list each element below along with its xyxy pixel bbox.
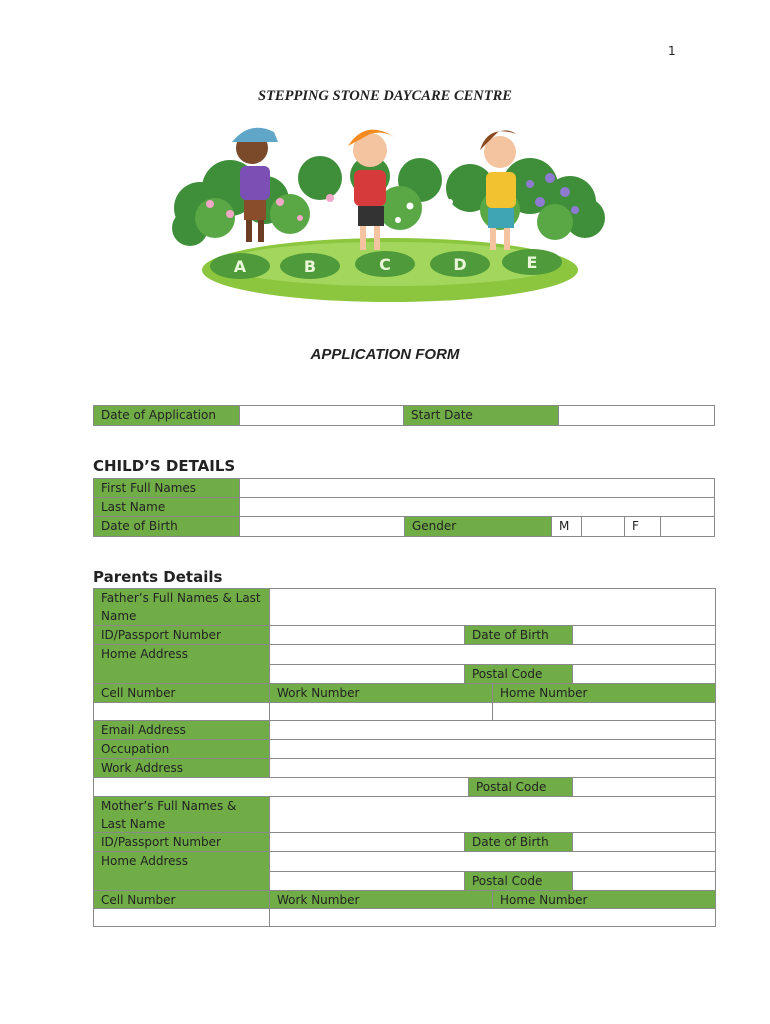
first-names-field[interactable] [239,478,715,498]
children-playing-illustration [170,118,610,304]
work-postal-code-label: Postal Code [468,777,573,797]
mother-id-field[interactable] [269,832,465,852]
mother-cell-field[interactable] [93,908,270,927]
father-home-address-label: Home Address [93,644,270,684]
occupation-label: Occupation [93,739,270,759]
email-field[interactable] [269,720,716,740]
childs-details-heading: CHILD’S DETAILS [93,457,236,475]
father-cell-label: Cell Number [93,683,270,703]
father-cell-field[interactable] [93,702,270,721]
stone-letter: D [453,255,467,274]
father-home-number-label: Home Number [492,683,716,703]
work-address-label: Work Address [93,758,270,778]
work-address-field[interactable] [269,758,716,778]
last-name-field[interactable] [239,497,715,517]
last-name-label: Last Name [93,497,240,517]
father-postal-code-field[interactable] [572,664,716,684]
mother-home-number-label: Home Number [492,890,716,909]
stone-letter: A [233,257,247,276]
father-dob-field[interactable] [572,625,716,645]
start-date-field[interactable] [558,405,715,426]
start-date-label: Start Date [403,405,559,426]
daycare-title: STEPPING STONE DAYCARE CENTRE [258,88,512,104]
stone-letter: B [303,257,317,276]
mother-home-address-field[interactable] [269,851,716,872]
date-of-birth-field[interactable] [239,516,405,537]
gender-label: Gender [404,516,552,537]
date-of-birth-label: Date of Birth [93,516,240,537]
father-home-number-field[interactable] [492,702,716,721]
work-postal-code-field[interactable] [572,777,716,797]
mother-dob-label: Date of Birth [464,832,573,852]
father-work-number-label: Work Number [269,683,493,703]
form-title: APPLICATION FORM [310,346,460,363]
gender-m-label: M [551,516,582,537]
mother-work-number-label: Work Number [269,890,493,909]
mother-names-field[interactable] [269,796,716,833]
father-dob-label: Date of Birth [464,625,573,645]
mother-cell-label: Cell Number [93,890,270,909]
date-of-application-label: Date of Application [93,405,240,426]
mother-id-label: ID/Passport Number [93,832,270,852]
mother-home-address-line2[interactable] [269,871,465,891]
mother-names-label: Mother’s Full Names & Last Name [93,796,270,833]
mother-dob-field[interactable] [572,832,716,852]
first-names-label: First Full Names [93,478,240,498]
page-number: 1 [668,44,676,58]
father-home-address-line2[interactable] [269,664,465,684]
father-work-number-field[interactable] [269,702,493,721]
father-postal-code-label: Postal Code [464,664,573,684]
mother-postal-code-label: Postal Code [464,871,573,891]
mother-home-address-label: Home Address [93,851,270,891]
mother-work-home-number-field[interactable] [269,908,716,927]
father-id-field[interactable] [269,625,465,645]
father-names-field[interactable] [269,588,716,626]
email-label: Email Address [93,720,270,740]
gender-m-checkbox[interactable] [581,516,625,537]
gender-f-label: F [624,516,661,537]
father-id-label: ID/Passport Number [93,625,270,645]
father-home-address-field[interactable] [269,644,716,665]
stone-letter: C [379,255,391,274]
stone-letter: E [526,253,538,272]
mother-postal-code-field[interactable] [572,871,716,891]
father-names-label: Father’s Full Names & Last Name [93,588,270,626]
gender-f-checkbox[interactable] [660,516,715,537]
date-of-application-field[interactable] [239,405,404,426]
occupation-field[interactable] [269,739,716,759]
parents-details-heading: Parents Details [93,568,223,586]
work-address-line2[interactable] [93,777,469,797]
